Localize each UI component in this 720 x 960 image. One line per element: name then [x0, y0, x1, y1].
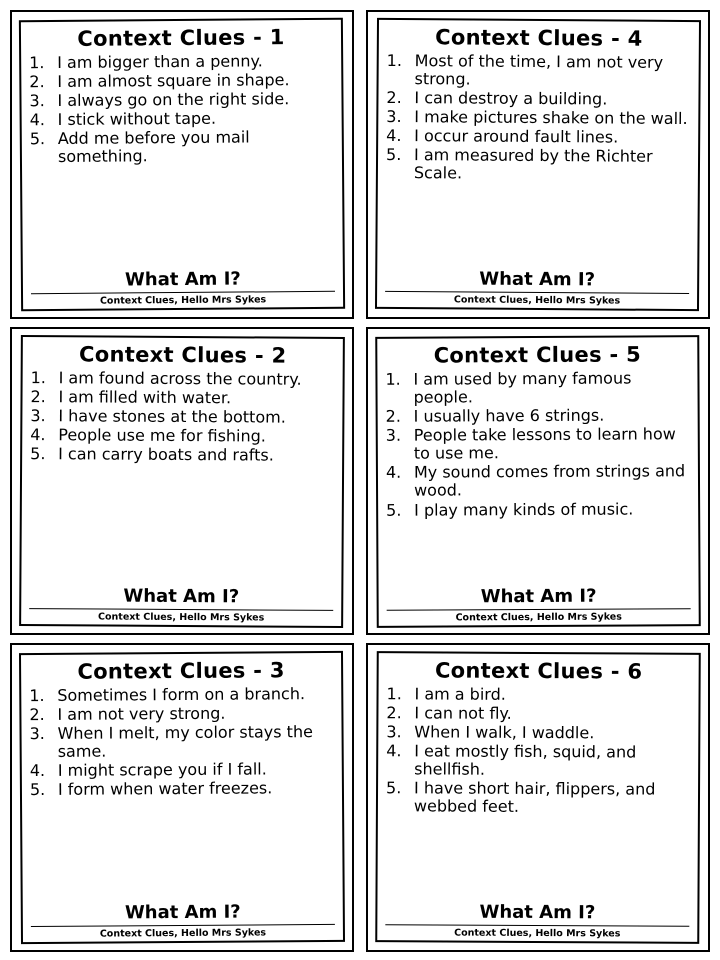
card-slot [4, 639, 360, 956]
card-title: Context Clues - 5 [433, 342, 642, 368]
clue-item [386, 89, 690, 109]
clue-item [29, 723, 333, 761]
clue-item [30, 388, 334, 408]
card-inner-frame [375, 651, 701, 943]
clue-number: 4. [29, 761, 46, 781]
clue-item [30, 426, 334, 446]
card-credit: Context Clues, Hello Mrs Sykes [29, 607, 333, 623]
clue-text: I make pictures shake on the wall. [414, 107, 688, 129]
clue-item [29, 71, 333, 91]
clue-text: I am found across the country. [58, 367, 302, 389]
clue-number: 1. [30, 367, 46, 387]
clue-item [30, 780, 334, 800]
clue-text: I play many kinds of music. [414, 498, 634, 519]
clue-item [31, 369, 335, 389]
task-card [10, 327, 354, 636]
clue-text: I stick without tape. [57, 108, 217, 130]
clue-text: I can destroy a building. [414, 88, 608, 109]
clue-number: 5. [30, 444, 46, 464]
clue-item [386, 425, 690, 463]
clue-number: 1. [385, 369, 401, 389]
card-title: Context Clues - 6 [434, 658, 643, 684]
clue-number: 1. [29, 686, 45, 706]
what-am-i-prompt: What Am I? [480, 585, 597, 607]
card-credit: Context Clues, Hello Mrs Sykes [31, 924, 335, 940]
card-slot [4, 323, 360, 640]
clue-text: I am almost square in shape. [57, 70, 290, 92]
card-credit: Context Clues, Hello Mrs Sykes [387, 608, 691, 624]
clue-item [30, 445, 334, 465]
card-inner-frame [19, 651, 345, 944]
clue-item [386, 108, 690, 128]
clue-text: I can carry boats and rafts. [58, 444, 274, 465]
what-am-i-prompt: What Am I? [124, 901, 241, 924]
clue-number: 4. [386, 741, 402, 761]
clue-number: 1. [29, 53, 45, 73]
card-inner-frame [375, 335, 701, 627]
clue-item [386, 705, 690, 725]
clue-text: I am bigger than a penny. [57, 51, 263, 72]
clue-item [386, 743, 690, 781]
clue-item [30, 407, 334, 427]
clue-number: 4. [386, 126, 402, 146]
clue-text: I am a bird. [414, 684, 506, 705]
clue-text: I am measured by the Richter Scale. [413, 145, 653, 183]
clue-text: I always go on the right side. [57, 89, 290, 111]
card-title: Context Clues - 4 [435, 25, 643, 51]
clue-number: 1. [386, 684, 402, 704]
card-title: Context Clues - 2 [79, 342, 287, 368]
clue-number: 3. [29, 724, 45, 744]
clue-number: 4. [30, 424, 46, 445]
clue-text: I have stones at the bottom. [58, 406, 286, 427]
clue-item [29, 90, 333, 110]
clue-text: I can not fly. [414, 703, 512, 724]
clue-number: 5. [385, 145, 402, 165]
clue-number: 2. [386, 703, 402, 723]
clue-text: I have short hair, flippers, and webbed feet. [413, 779, 656, 817]
clue-text: People take lessons to learn how to use me. [413, 424, 676, 463]
clue-item [386, 724, 690, 744]
clue-number: 5. [385, 778, 402, 799]
clue-number: 2. [386, 88, 402, 108]
clue-item [387, 52, 691, 90]
clue-text: I occur around fault lines. [414, 126, 619, 147]
clue-text: I am used by many famous people. [413, 368, 632, 407]
card-slot [4, 6, 360, 323]
card-title: Context Clues - 1 [77, 25, 285, 51]
clue-number: 4. [29, 110, 45, 130]
task-card [366, 643, 710, 952]
clue-item [386, 686, 690, 706]
clue-list [385, 369, 690, 584]
clue-number: 2. [30, 386, 46, 406]
clue-list [29, 52, 335, 268]
card-inner-frame [19, 18, 345, 311]
clue-item [30, 128, 334, 167]
clue-number: 3. [29, 91, 45, 111]
clue-item [30, 109, 334, 129]
card-inner-frame [375, 18, 701, 311]
clue-number: 3. [386, 107, 402, 127]
clue-list [385, 52, 690, 268]
task-card [366, 327, 710, 636]
clue-number: 2. [29, 705, 45, 725]
clue-text: I eat mostly fish, squid, and shellfish. [414, 741, 637, 780]
card-title: Context Clues - 3 [77, 658, 285, 685]
clue-text: I might scrape you if I fall. [57, 760, 267, 781]
clue-list [29, 685, 334, 901]
what-am-i-prompt: What Am I? [124, 268, 241, 291]
clue-number: 5. [29, 780, 46, 800]
clue-number: 2. [29, 72, 45, 92]
clue-text: People use me for fishing. [58, 425, 266, 446]
clue-number: 5. [386, 499, 402, 519]
clue-number: 4. [385, 462, 402, 482]
clue-text: I am filled with water. [58, 386, 232, 408]
clue-text: I usually have 6 strings. [413, 405, 605, 426]
what-am-i-prompt: What Am I? [123, 584, 240, 607]
clue-item [386, 127, 690, 147]
clue-number: 3. [30, 405, 46, 425]
clue-text: Add me before you mail something. [57, 127, 250, 167]
clue-item [386, 146, 690, 184]
card-inner-frame [19, 335, 345, 628]
what-am-i-prompt: What Am I? [479, 901, 596, 924]
clue-text: I am not very strong. [57, 704, 226, 725]
card-credit: Context Clues, Hello Mrs Sykes [385, 924, 689, 940]
clue-item [29, 685, 333, 705]
clue-text: When I walk, I waddle. [414, 722, 595, 743]
clue-item [386, 780, 690, 818]
clue-item [29, 52, 333, 72]
task-card [366, 10, 710, 319]
clue-list [386, 686, 691, 887]
card-credit: Context Clues, Hello Mrs Sykes [31, 290, 335, 306]
clue-number: 2. [385, 406, 401, 426]
clue-list [29, 369, 334, 585]
card-credit: Context Clues, Hello Mrs Sykes [385, 291, 689, 307]
card-slot [360, 6, 716, 323]
clue-text: When I melt, my color stays the same. [57, 722, 313, 762]
clue-number: 5. [29, 129, 46, 149]
clue-item [386, 499, 690, 519]
clue-item [386, 462, 690, 500]
card-slot [360, 639, 716, 956]
clue-item [30, 761, 334, 781]
card-slot [360, 323, 716, 640]
clue-number: 3. [386, 722, 402, 742]
task-card [10, 10, 354, 319]
clue-text: Sometimes I form on a branch. [57, 684, 306, 706]
clue-text: Most of the time, I am not very strong. [414, 51, 664, 89]
clue-number: 1. [386, 50, 403, 71]
clue-text: I form when water freezes. [57, 779, 273, 800]
clue-text: My sound comes from strings and wood. [413, 461, 686, 500]
clue-number: 3. [385, 425, 402, 445]
clue-item [386, 406, 690, 426]
what-am-i-prompt: What Am I? [479, 268, 596, 291]
clue-item [385, 369, 689, 407]
task-card [10, 643, 354, 952]
